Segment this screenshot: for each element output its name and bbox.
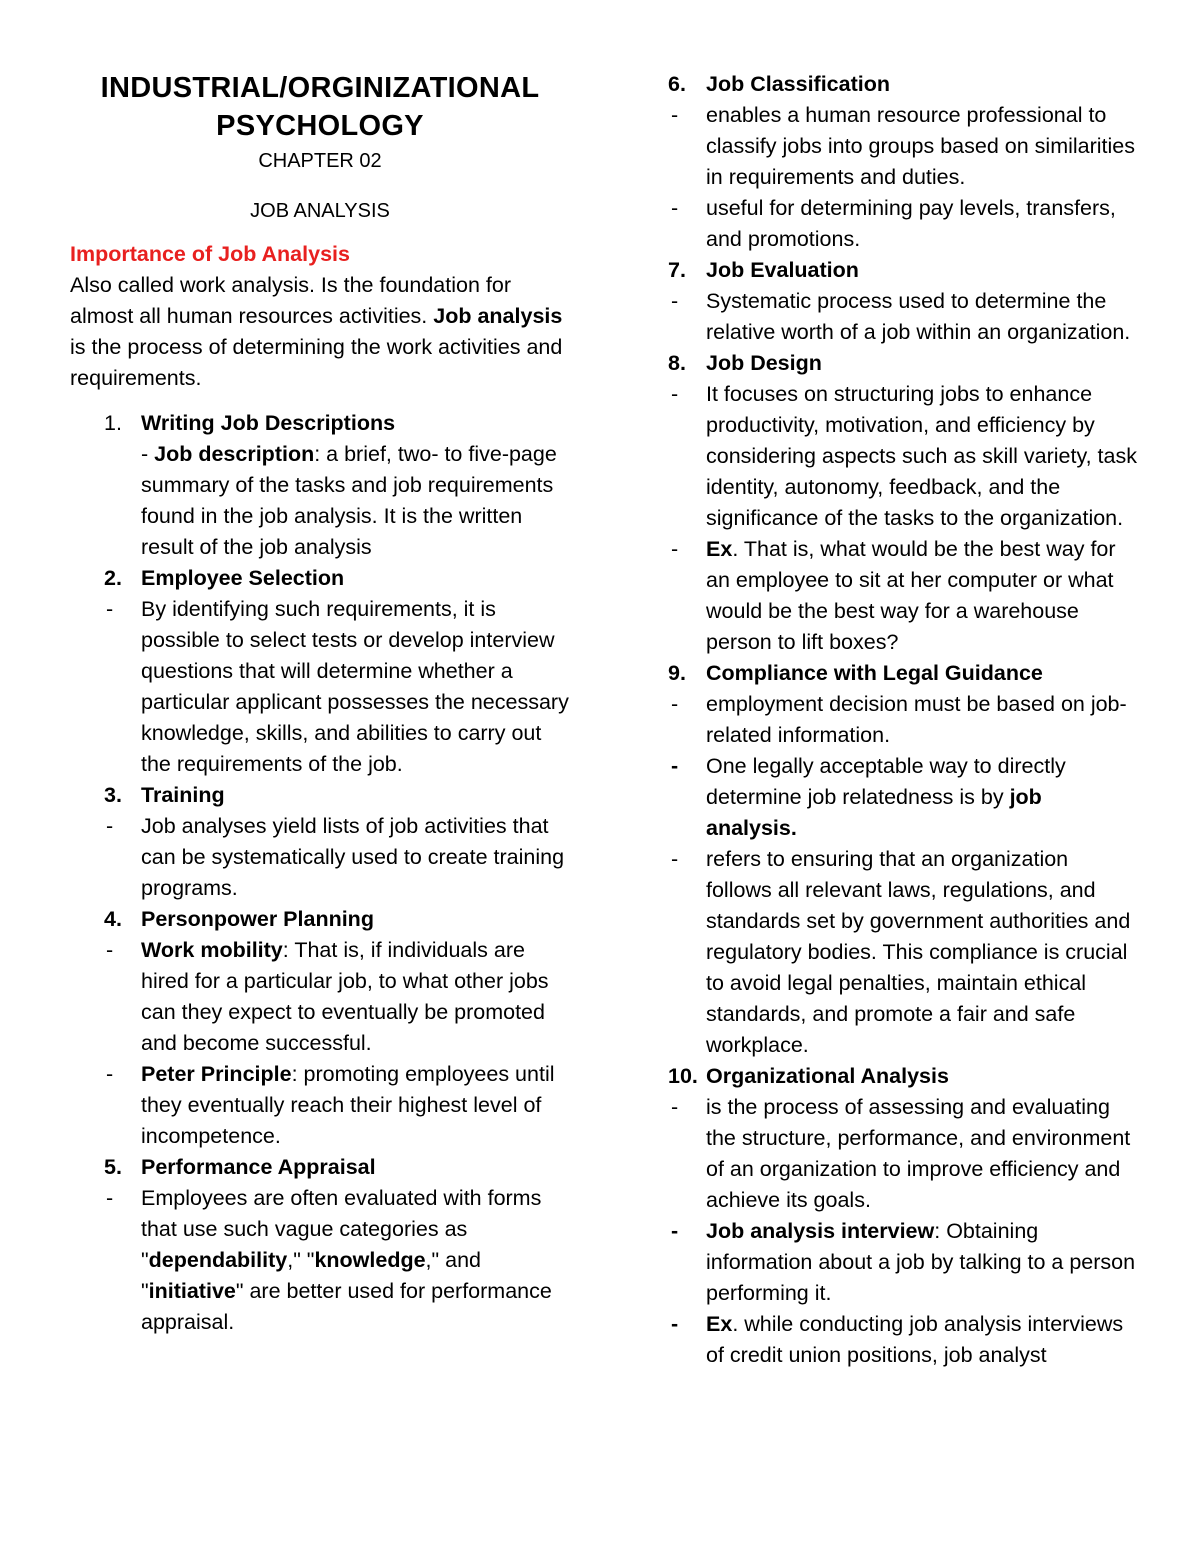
list-item-9 [668,658,1138,689]
list-item-1 [70,408,570,563]
bullet-text: One legally acceptable way to directly determine job relatedness is by [706,754,1066,809]
item-number: 5. [104,1155,122,1179]
item-title: Job Evaluation [706,258,859,282]
list-item-2 [70,563,570,594]
item-title: Performance Appraisal [141,1155,376,1179]
dash: - [106,814,114,838]
list-item-6 [668,69,1138,100]
bullet-text: . That is, what would be the best way for an employee to sit at her computer or what would be the best way for a warehouse person to lift boxes? [706,537,1116,654]
item-title: Compliance with Legal Guidance [706,661,1043,685]
item-title: Employee Selection [141,566,345,590]
bullet-text: Employees are often evaluated with forms that use such vague categories as " [141,1186,542,1272]
chapter-label: CHAPTER 02 [258,150,382,172]
term-bold: dependability [148,1248,288,1272]
bullet-text: Job analyses yield lists of job activities that can be systematically used to create training programs. [141,814,565,900]
bullet [70,594,570,780]
title-line-2: PSYCHOLOGY [216,110,424,142]
bullet-text: It focuses on structuring jobs to enhance productivity, motivation, and efficiency by considering aspects such as skill variety, task identity, autonomy, feedback, and the significance of the tasks to the organization. [706,382,1137,530]
bullet [668,1216,1138,1309]
item-number: 1. [104,411,122,435]
list-item-10 [668,1061,1138,1092]
bullet-text: : Obtaining information about a job by talking to a person performing it. [706,1219,1136,1305]
bullet [668,193,1138,255]
term-bold: Work mobility [141,938,283,962]
list-item-4 [70,904,570,935]
bullet [70,811,570,904]
bullet [668,1309,1138,1371]
bullet [668,1092,1138,1216]
bullet [70,935,570,1059]
bullet [668,751,1138,844]
bullet-text: enables a human resource professional to classify jobs into groups based on similarities in requirements and duties. [706,103,1136,189]
dash: - [671,754,679,778]
dash: - [671,1219,679,1243]
item-number: 6. [668,72,686,96]
list-item-3 [70,780,570,811]
title-line-1: INDUSTRIAL/ORGINIZATIONAL [100,72,540,104]
item-title: Organizational Analysis [706,1064,949,1088]
bullet-text: : That is, if individuals are hired for a particular job, to what other jobs can they expect to eventually be promoted and become successful. [141,938,549,1055]
bullet-text: ," " [287,1248,315,1272]
document-title [70,69,570,145]
bullet [668,534,1138,658]
term-bold: Job analysis interview [706,1219,935,1243]
dash: - [671,1095,679,1119]
item-title: Training [141,783,225,807]
left-column [70,69,570,1338]
bullet [668,379,1138,534]
list-item-8 [668,348,1138,379]
bullet-text: . while conducting job analysis interviews of credit union positions, job analyst [706,1312,1124,1367]
term-bold: job analysis. [706,785,1042,840]
dash: - [671,289,679,313]
intro-text-1: Also called work analysis. Is the foundation for almost all human resources activities. [70,273,511,328]
item-number: 3. [104,783,122,807]
term-bold: Job description [154,442,315,466]
dash: - [671,196,679,220]
term-bold: Ex [706,537,733,561]
item-title: Writing Job Descriptions [141,411,396,435]
item-number: 4. [104,907,122,931]
item-number: 9. [668,661,686,685]
term-bold: Peter Principle [141,1062,292,1086]
term-bold: knowledge [314,1248,426,1272]
item-title: Job Classification [706,72,890,96]
dash: - [671,1312,679,1336]
term-definition: : a brief, two- to five-page summary of the tasks and job requirements found in the job analysis. It is the written result of the job analysis [141,442,557,559]
item-title: Job Design [706,351,822,375]
right-column [668,69,1138,1371]
intro-text-2: is the process of determining the work activities and requirements. [70,335,563,390]
bullet-text: " are better used for performance appraisal. [141,1279,552,1334]
dash: - [671,537,679,561]
item-number: 10. [668,1064,698,1088]
importance-heading: Importance of Job Analysis [70,242,350,266]
dash: - [106,1062,114,1086]
dash: - [106,938,114,962]
bullet [668,286,1138,348]
item-title: Personpower Planning [141,907,374,931]
bullet-text: is the process of assessing and evaluating the structure, performance, and environment of an organization to improve efficiency and achieve its goals. [706,1095,1131,1212]
dash: - [671,847,679,871]
item-prefix: - [141,442,155,466]
dash: - [106,1186,114,1210]
bullet [70,1183,570,1338]
intro-paragraph [70,270,570,394]
bullet-text: refers to ensuring that an organization follows all relevant laws, regulations, and standards set by government authorities and regulatory bodies. This compliance is crucial to avoid legal penalties, maintain ethical standards, and promote a fair and safe workplace. [706,847,1131,1057]
term-bold: initiative [148,1279,236,1303]
dash: - [671,382,679,406]
item-number: 8. [668,351,686,375]
dash: - [671,103,679,127]
dash: - [106,597,114,621]
bullet-text: Systematic process used to determine the relative worth of a job within an organization. [706,289,1131,344]
bullet [668,100,1138,193]
bullet [70,1059,570,1152]
dash: - [671,692,679,716]
item-body [141,439,570,563]
item-number: 7. [668,258,686,282]
bullet [668,844,1138,1061]
term-bold: Ex [706,1312,733,1336]
item-number: 2. [104,566,122,590]
list-item-5 [70,1152,570,1183]
list-item-7 [668,255,1138,286]
bullet-text: ," and " [141,1248,481,1303]
bullet-text: By identifying such requirements, it is possible to select tests or develop interview questions that will determine whether a particular applicant possesses the necessary knowledge, skills, and abilities to carry out the requirements of the job. [141,597,569,776]
bullet-text: useful for determining pay levels, transfers, and promotions. [706,196,1116,251]
bullet [668,689,1138,751]
section-label: JOB ANALYSIS [250,200,390,222]
bullet-text: : promoting employees until they eventually reach their highest level of incompetence. [141,1062,555,1148]
bullet-text: employment decision must be based on job-related information. [706,692,1127,747]
intro-bold: Job analysis [433,304,563,328]
